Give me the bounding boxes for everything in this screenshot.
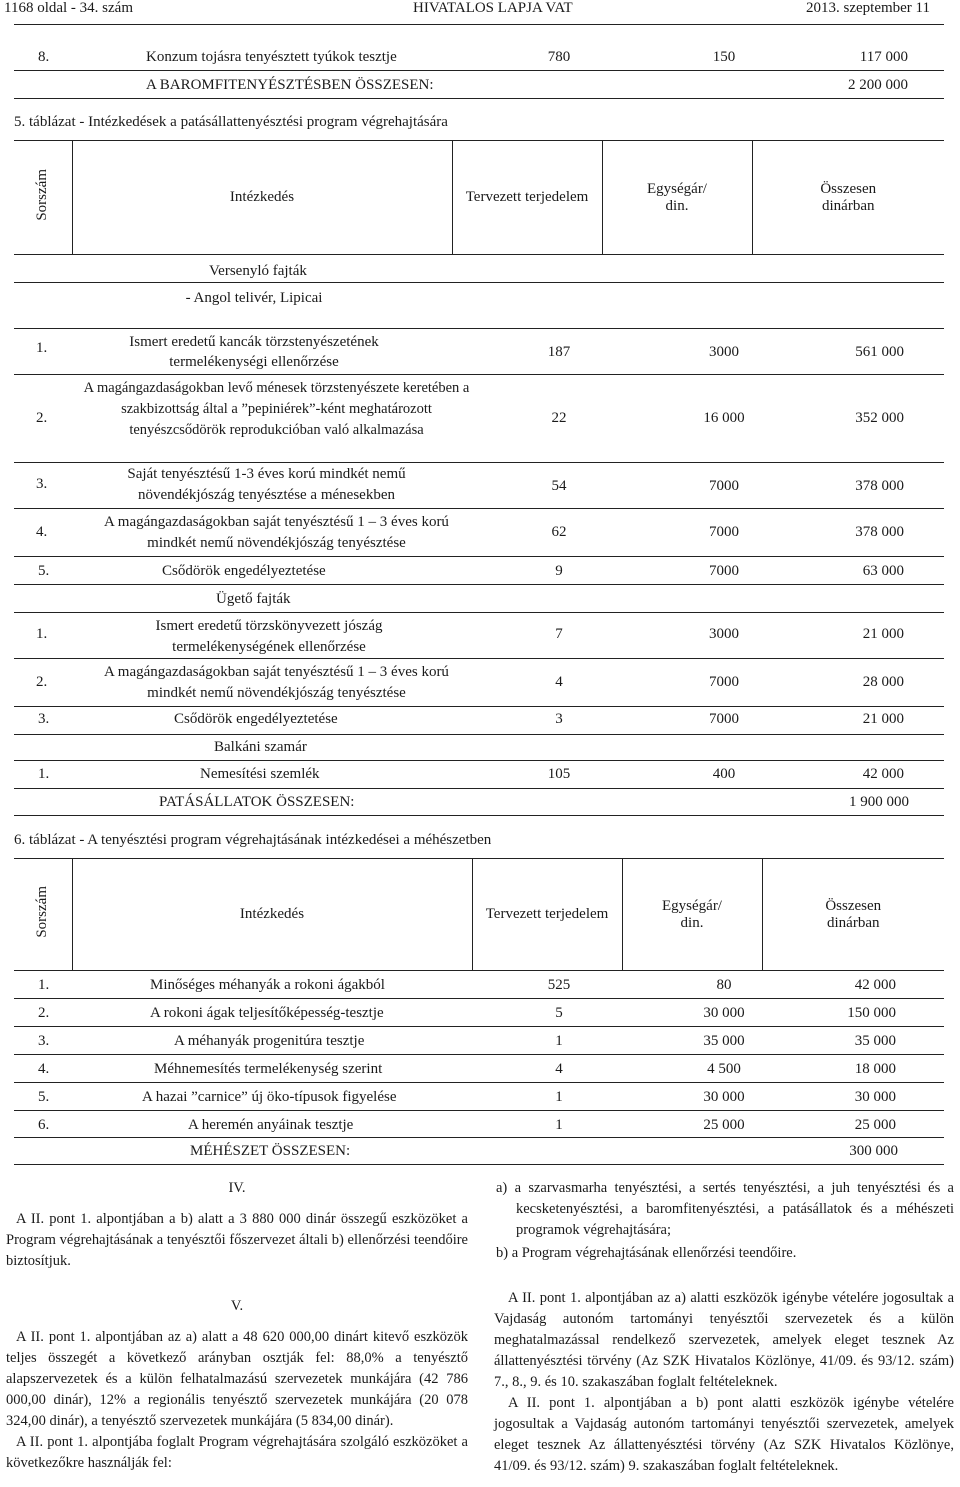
table5-header-row bbox=[14, 141, 944, 255]
section-v-paragraph-2: A II. pont 1. alpontjába foglalt Program végrehajtására szolgáló eszközöket a következőkre használják fel: bbox=[6, 1434, 468, 1471]
table-row: A magángazdaságokban saját tenyésztésű 1 – 3 éves korú mindkét nemű növendékjószág tenyésztése bbox=[104, 514, 449, 551]
table6-caption: 6. táblázat - A tenyésztési program végrehajtásának intézkedései a méhészetben bbox=[14, 832, 492, 848]
previous-table-continuation bbox=[14, 42, 944, 102]
table-row: A BAROMFITENYÉSZTÉSBEN ÖSSZESEN: 2 200 000 bbox=[146, 77, 908, 93]
list-item-b: b) a Program végrehajtásának ellenőrzési teendőire. bbox=[496, 1245, 797, 1261]
table-row: 8. Konzum tojásra tenyésztett tyúkok tesztje 780 150 117 000 bbox=[38, 49, 908, 65]
header-journal-title: HIVATALOS LAPJA VAT bbox=[413, 0, 573, 16]
section-v-paragraph: A II. pont 1. alpontjában az a) alatt a 48 620 000,00 dinárt kitevő eszközök teljes összegét a következő arányban osztják fel: 88,0% a tenyésztő alapszervezetek és a külön felhatalmazású szervezetek munkájára (42 786 000,00 dinár), 12% a regionális tenyésztő szervezetek munkájára (20 078 324,00 dinár), a tenyésztő szervezetek munkájára (5 834,00 dinár). bbox=[6, 1329, 468, 1429]
left-column bbox=[6, 1178, 468, 1474]
table5 bbox=[14, 140, 944, 255]
header-rule bbox=[14, 24, 944, 25]
row-rule bbox=[14, 508, 944, 509]
row-rule bbox=[14, 706, 944, 707]
row-rule bbox=[14, 1110, 944, 1111]
list-item-a: a) a szarvasmarha tenyésztési, a sertés tenyésztési, a juh tenyésztési és a kecsketenyésztési, a baromfitenyésztési, a patásállatok és a méhészeti programok végrehajtására; bbox=[496, 1180, 954, 1238]
table-row: A magángazdaságokban levő ménesek törzstenyészete keretében a szakbizottság által a ”pepiniérek”-ként meghatározott tenyészcsődörök reprodukcióban való alkalmazása bbox=[83, 380, 470, 438]
table6 bbox=[14, 858, 944, 971]
row-rule bbox=[14, 1054, 944, 1055]
table-row: Balkáni szamár bbox=[214, 739, 307, 755]
section-iv-title: IV. bbox=[228, 1180, 246, 1196]
table-row: PATÁSÁLLATOK ÖSSZESEN: 1 900 000 bbox=[159, 794, 909, 810]
row-rule bbox=[14, 98, 944, 99]
row-rule bbox=[14, 658, 944, 659]
header-terjedelem: Tervezett terjedelem bbox=[452, 141, 602, 255]
table-row: 3. Csődörök engedélyeztetése 3 7000 21 000 bbox=[38, 711, 904, 727]
header-date: 2013. szeptember 11 bbox=[806, 0, 930, 16]
row-rule bbox=[14, 584, 944, 585]
header-osszesen: Összesen dinárban bbox=[752, 141, 944, 255]
row-rule bbox=[14, 328, 944, 329]
row-rule bbox=[14, 734, 944, 735]
table5-body: Versenyló fajták - Angol telivér, Lipicai 1. Ismert eredetű kancák törzstenyészetének termelékenységi ellenőrzése 187 3000 561 000 2. A magángazdaságokban levő ménesek törzstenyészete keretében a szakbizottság által a ”pepiniérek”-ként meghatározott tenyészcsődörök reprodukcióban való alkalmazása 22 16 000 352 000 3. Saját tenyésztésű 1-3 éves korú mindkét nemű növendékjószág tenyésztése a ménesekben 54 7000 378 000 4. A magángazdaságokban saját tenyésztésű 1 – 3 éves korú mindkét nemű növendékjószág tenyésztése 62 7000 378 000 5. Csődörök engedélyeztetése 9 7000 63 000 Ügető fajták 1. Ismert eredetű törzskönyvezett jószág termelékenységének ellenőrzése 7 3000 21 000 2. A magángazdaságokban saját tenyésztésű 1 – 3 éves korú mindkét nemű növendékjószág tenyésztése 4 7000 28 000 3. Csődörök engedélyeztetése 3 7000 21 000 Balkáni szamár 1. Nemesítési szemlék 105 400 42 000 PATÁSÁLLATOK ÖSSZESEN: 1 900 000 bbox=[14, 254, 944, 814]
header-osszesen: Összesen dinárban bbox=[762, 859, 944, 971]
row-rule bbox=[14, 282, 944, 283]
table-row: 1. Nemesítési szemlék 105 400 42 000 bbox=[38, 766, 904, 782]
row-rule bbox=[14, 556, 944, 557]
row-rule bbox=[14, 612, 944, 613]
row-rule bbox=[14, 1164, 944, 1165]
header-intezkedes: Intézkedés bbox=[72, 859, 472, 971]
right-paragraph-1: A II. pont 1. alpontjában az a) alatti eszközök igénybe vételére jogosultak a Vajdaság autonóm tartományi tenyésztői szervezetek és a külön meghatalmazással rendelkező szervezetek, amelyek eleget tesznek Az állattenyésztési törvény (Az SZK Hivatalos Közlönye, 41/09. és 93/12. szám) 7., 8., 9. és 10. szakaszában foglalt feltételeknek. bbox=[494, 1290, 954, 1390]
row-rule bbox=[14, 70, 944, 71]
section-iv-paragraph: A II. pont 1. alpontjában a b) alatt a 3 880 000 dinár összegű eszközöket a Program végrehajtásának a tenyésztői főszervezet általi b) ellenőrzési teendőire biztosítjuk. bbox=[6, 1211, 468, 1269]
row-rule bbox=[14, 1082, 944, 1083]
table-row: Ismert eredetű kancák törzstenyészetének termelékenységi ellenőrzése bbox=[129, 334, 379, 370]
table-row: 5. Csődörök engedélyeztetése 9 7000 63 000 bbox=[38, 563, 904, 579]
table-row: - Angol telivér, Lipicai bbox=[185, 290, 323, 306]
header-egysegar: Egységár/ din. bbox=[622, 859, 762, 971]
table-row: A magángazdaságokban saját tenyésztésű 1 – 3 éves korú mindkét nemű növendékjószág tenyésztése bbox=[104, 664, 449, 701]
row-rule bbox=[14, 462, 944, 463]
table-row: 2. A rokoni ágak teljesítőképesség-tesztje 5 30 000 150 000 bbox=[38, 1005, 896, 1021]
header-intezkedes: Intézkedés bbox=[72, 141, 452, 255]
header-page-number: 1168 oldal - 34. szám bbox=[4, 0, 134, 16]
table-row: 5. A hazai ”carnice” új öko-típusok figyelése 1 30 000 30 000 bbox=[38, 1089, 896, 1105]
row-rule bbox=[14, 1137, 944, 1138]
table5-caption: 5. táblázat - Intézkedések a patásállattenyésztési program végrehajtására bbox=[14, 114, 448, 130]
table6-header-row bbox=[14, 859, 944, 971]
header-sorszam: Sorszám bbox=[34, 169, 51, 221]
row-rule bbox=[14, 815, 944, 816]
row-rule bbox=[14, 1026, 944, 1027]
table-row: Ismert eredetű törzskönyvezett jószág termelékenységének ellenőrzése bbox=[155, 618, 383, 655]
section-v-title: V. bbox=[230, 1298, 244, 1314]
row-rule bbox=[14, 998, 944, 999]
page-header bbox=[0, 0, 960, 20]
table-row: 6. A heremén anyáinak tesztje 1 25 000 25 000 bbox=[38, 1117, 896, 1133]
table-row: Versenyló fajták bbox=[209, 263, 307, 279]
right-paragraph-2: A II. pont 1. alpontjában a b) pont alatti eszközök igénybe vételére jogosultak a Vajdaság autonóm tartományi tenyésztői szervezetek, amelyek eleget tesznek Az állattenyésztési törvény (Az SZK Hivatalos Közlönye, 41/09. és 93/12. szám) 9. szakaszában foglalt feltételeknek. bbox=[494, 1395, 954, 1474]
table-row: 1. Minőséges méhanyák a rokoni ágakból 525 80 42 000 bbox=[38, 977, 896, 993]
row-rule bbox=[14, 374, 944, 375]
row-rule bbox=[14, 760, 944, 761]
table-row: Ügető fajták bbox=[216, 591, 291, 607]
header-egysegar: Egységár/ din. bbox=[602, 141, 752, 255]
table-row: 3. A méhanyák progenitúra tesztje 1 35 000 35 000 bbox=[38, 1033, 896, 1049]
table-row: MÉHÉSZET ÖSSZESEN: 300 000 bbox=[190, 1143, 898, 1159]
header-sorszam: Sorszám bbox=[34, 886, 51, 938]
row-rule bbox=[14, 788, 944, 789]
header-terjedelem: Tervezett terjedelem bbox=[472, 859, 622, 971]
table-row: 4. Méhnemesítés termelékenység szerint 4 4 500 18 000 bbox=[38, 1061, 896, 1077]
right-column bbox=[494, 1178, 954, 1477]
table-row: Saját tenyésztésű 1-3 éves korú mindkét nemű növendékjószág tenyésztése a ménesekben bbox=[127, 466, 406, 503]
